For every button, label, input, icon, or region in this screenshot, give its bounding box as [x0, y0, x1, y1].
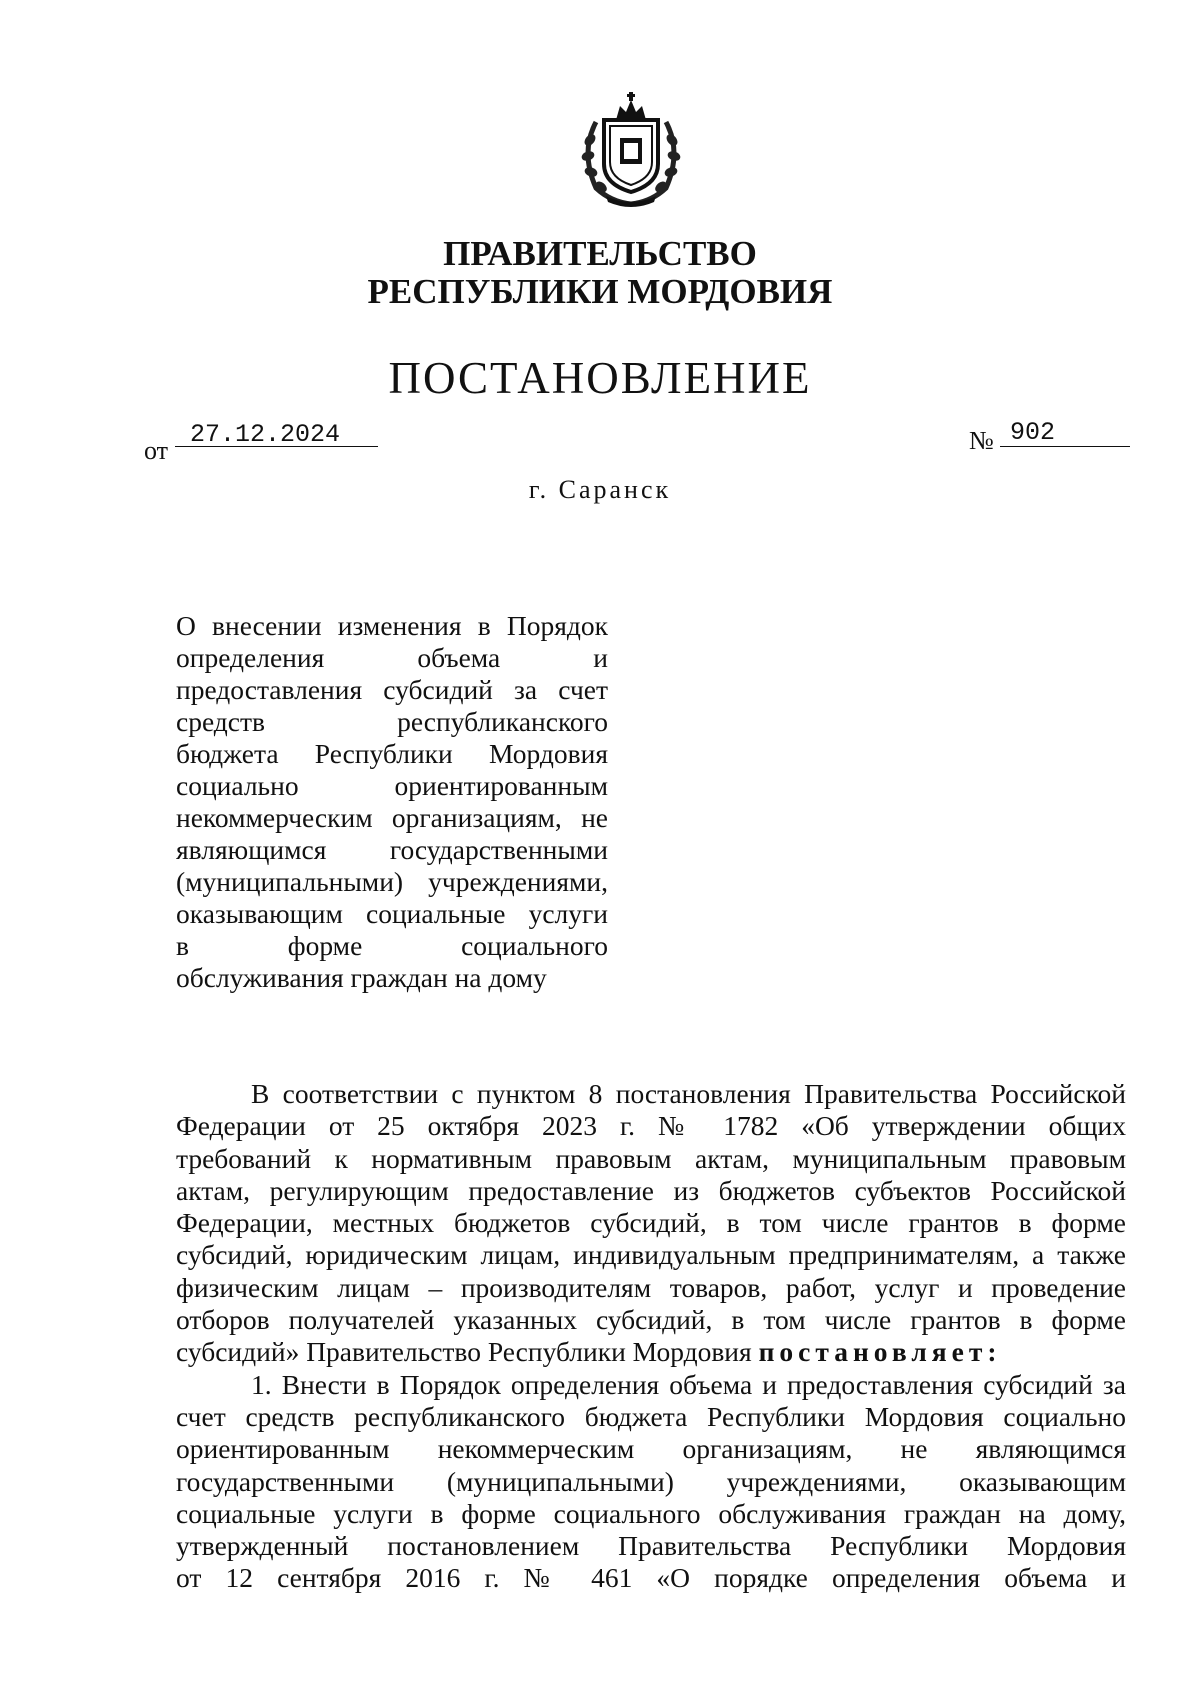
mordovia-coat-of-arms-emblem-icon — [576, 92, 686, 210]
paragraph-1-last-text: субсидий» Правительство Республики Мордовия — [176, 1336, 752, 1368]
paragraph-1-line: актам, регулирующим предоставление из бюджетов субъектов Российской — [176, 1174, 1126, 1206]
paragraph-2-line: от 12 сентября 2016 г. № 461 «О порядке определения объема и — [176, 1562, 1126, 1594]
title-line: социально ориентированным — [176, 770, 608, 801]
title-line: бюджета Республики Мордовия — [176, 738, 608, 769]
paragraph-2-line: государственными (муниципальными) учреждениями, оказывающим — [176, 1465, 1126, 1497]
document-type-title: ПОСТАНОВЛЕНИЕ — [388, 353, 812, 403]
document-date: 27.12.2024 — [190, 420, 341, 449]
title-line: являющимся государственными — [176, 834, 608, 865]
paragraph-1-line: Федерации, местных бюджетов субсидий, в том числе грантов в форме — [176, 1207, 1126, 1239]
title-line: средств республиканского — [176, 706, 608, 737]
document-body — [176, 1078, 1126, 1595]
organization-name-line-2: РЕСПУБЛИКИ МОРДОВИЯ — [367, 272, 833, 311]
paragraph-1-line: требований к нормативным правовым актам, муниципальным правовым — [176, 1142, 1126, 1174]
paragraph-2-line: ориентированным некоммерческим организациям, не являющимся — [176, 1433, 1126, 1465]
paragraph-1-line: субсидий, юридическим лицам, индивидуальным предпринимателям, а также — [176, 1239, 1126, 1271]
title-line: обслуживания граждан на дому — [176, 962, 547, 993]
document-number: 902 — [1010, 418, 1056, 447]
paragraph-2-line: счет средств республиканского бюджета Республики Мордовия социально — [176, 1400, 1126, 1432]
title-line: определения объема и — [176, 642, 608, 673]
number-prefix: № — [969, 426, 994, 455]
title-line: (муниципальными) учреждениями, — [176, 866, 608, 897]
paragraph-1-line: физическим лицам – производителям товаров, работ, услуг и проведение — [176, 1271, 1126, 1303]
paragraph-2-line: утвержденный постановлением Правительства Республики Мордовия — [176, 1530, 1126, 1562]
paragraph-1-line: В соответствии с пунктом 8 постановления Правительства Российской — [251, 1078, 1126, 1109]
document-subject-title — [176, 610, 608, 994]
title-line: в форме социального — [176, 930, 608, 961]
title-line: предоставления субсидий за счет — [176, 674, 608, 705]
organization-name-line-1: ПРАВИТЕЛЬСТВО — [443, 234, 757, 273]
title-line: оказывающим социальные услуги — [176, 898, 608, 929]
title-line: О внесении изменения в Порядок — [176, 610, 608, 641]
title-line: некоммерческим организациям, не — [176, 802, 608, 833]
paragraph-2-line: социальные услуги в форме социального обслуживания граждан на дому, — [176, 1497, 1126, 1529]
paragraph-1-line: Федерации от 25 октября 2023 г. № 1782 «Об утверждении общих — [176, 1110, 1126, 1142]
city-label: г. Саранск — [528, 475, 672, 504]
paragraph-1-last-line — [176, 1336, 1126, 1368]
paragraph-1-line: отборов получателей указанных субсидий, в том числе грантов в форме — [176, 1304, 1126, 1336]
paragraph-2-line: 1. Внести в Порядок определения объема и предоставления субсидий за — [251, 1368, 1126, 1400]
date-prefix: от — [144, 436, 169, 465]
resolves-keyword: постановляет: — [758, 1336, 1002, 1368]
